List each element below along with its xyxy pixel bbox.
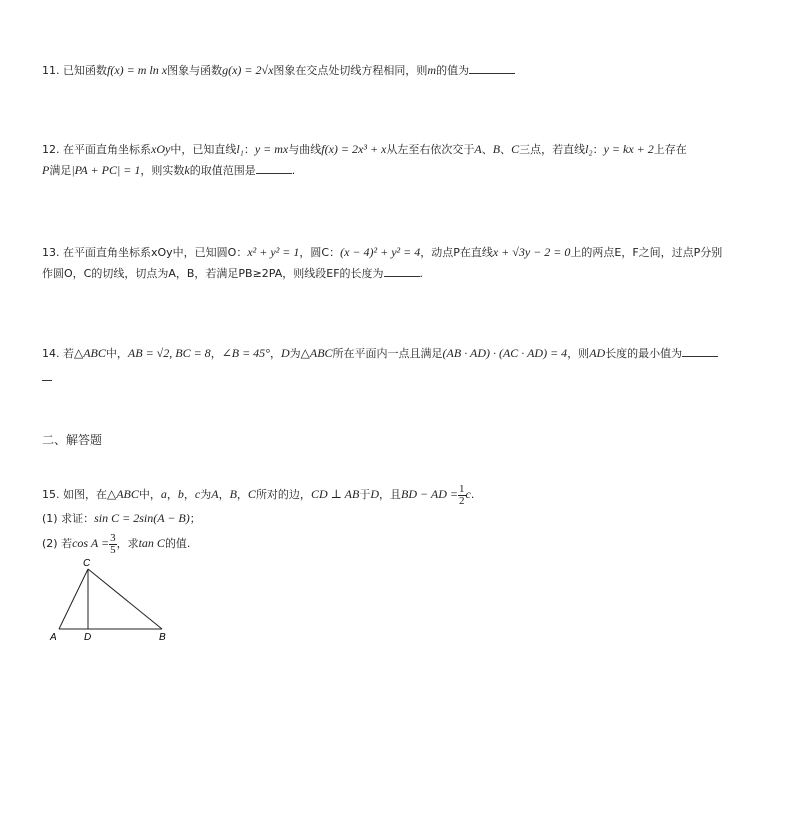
math-expression: f(x) = 2x³ + x bbox=[321, 142, 387, 156]
question-text: 的值为 bbox=[436, 64, 470, 77]
question-number: 12. bbox=[42, 143, 60, 156]
question-text: 在平面直角坐标系xOy中，已知圆O： bbox=[63, 246, 248, 259]
question-text: 的取值范围是 bbox=[189, 164, 256, 177]
question-text: ； bbox=[189, 512, 201, 525]
math-expression: xOy bbox=[151, 142, 171, 156]
answer-blank[interactable] bbox=[384, 266, 420, 277]
question-number: 14. bbox=[42, 347, 60, 360]
part-label: (2) bbox=[42, 537, 58, 550]
question-text: ，动点P在直线 bbox=[420, 246, 493, 259]
answer-blank[interactable] bbox=[256, 163, 292, 174]
question-15-part-2 bbox=[42, 532, 190, 556]
math-expression: x² + y² = 1 bbox=[247, 245, 300, 259]
question-text: 上存在 bbox=[653, 143, 687, 156]
question-text: ，且 bbox=[379, 488, 402, 501]
question-text: ，则 bbox=[567, 347, 590, 360]
fraction bbox=[109, 533, 117, 556]
question-text: 于 bbox=[359, 488, 371, 501]
math-expression: sin C = 2sin(A − B) bbox=[94, 511, 190, 525]
question-text: 所在平面内一点且满足 bbox=[332, 347, 443, 360]
question-text: ，圆C： bbox=[299, 246, 341, 259]
math-expression: l₁ bbox=[236, 142, 244, 156]
math-expression: CD ⊥ AB bbox=[310, 487, 360, 501]
question-text: 图象在交点处切线方程相同，则 bbox=[273, 64, 428, 77]
fraction bbox=[458, 484, 466, 507]
question-13-line-2 bbox=[42, 266, 423, 282]
fraction-numerator: 3 bbox=[110, 531, 116, 544]
fraction-numerator: 1 bbox=[459, 482, 465, 495]
math-expression: c bbox=[194, 487, 201, 501]
label-c: C bbox=[83, 558, 91, 569]
question-text: 所对的边， bbox=[255, 488, 311, 501]
question-14 bbox=[42, 345, 718, 362]
question-text: 从左至右依次交于 bbox=[386, 143, 475, 156]
math-expression: m bbox=[427, 63, 437, 77]
math-expression: BD − AD = bbox=[401, 487, 458, 501]
question-text: . bbox=[470, 488, 475, 501]
question-text: . bbox=[291, 164, 296, 177]
question-text: 作圆O，C的切线，切点为A，B，若满足PB≥2PA，则线段EF的长度为 bbox=[42, 267, 384, 280]
question-11 bbox=[42, 62, 515, 79]
question-text: ， bbox=[210, 347, 222, 360]
question-text: ： bbox=[243, 143, 255, 156]
question-text: . bbox=[419, 267, 424, 280]
question-text: 若 bbox=[63, 347, 74, 360]
question-text: 中， bbox=[105, 347, 128, 360]
question-text: 长度的最小值为 bbox=[605, 347, 683, 360]
math-expression: tan C bbox=[138, 536, 165, 550]
math-expression: k bbox=[184, 163, 190, 177]
math-expression: AB = √2, BC = 8 bbox=[127, 346, 211, 360]
label-a: A bbox=[50, 632, 57, 643]
question-text: 若 bbox=[61, 537, 73, 550]
question-text: ， bbox=[236, 488, 248, 501]
question-12-line-1 bbox=[42, 141, 687, 158]
question-text: 为 bbox=[200, 488, 212, 501]
question-text: 上的两点E，F之间，过点P分别 bbox=[570, 246, 723, 259]
math-expression: x + √3y − 2 = 0 bbox=[492, 245, 571, 259]
side-ac bbox=[59, 569, 88, 629]
math-expression: B bbox=[492, 142, 501, 156]
question-text: 图象与函数 bbox=[167, 64, 223, 77]
math-expression: △ABC bbox=[74, 346, 106, 360]
question-text: 、 bbox=[500, 143, 512, 156]
math-expression: b bbox=[177, 487, 184, 501]
question-15-part-1 bbox=[42, 510, 201, 527]
math-expression: f(x) = m ln x bbox=[107, 63, 168, 77]
math-expression: C bbox=[247, 487, 256, 501]
fraction-denominator: 5 bbox=[110, 543, 116, 556]
question-number: 13. bbox=[42, 246, 60, 259]
label-b: B bbox=[159, 632, 166, 643]
question-12-line-2 bbox=[42, 162, 295, 179]
question-text: 满足 bbox=[49, 164, 72, 177]
answer-blank-continuation[interactable] bbox=[42, 372, 52, 381]
question-text: ，则实数 bbox=[140, 164, 185, 177]
math-expression: △ABC bbox=[107, 487, 139, 501]
question-text: 与曲线 bbox=[288, 143, 322, 156]
math-expression: C bbox=[511, 142, 520, 156]
math-expression: AD bbox=[589, 346, 606, 360]
question-text: ， bbox=[183, 488, 195, 501]
question-number: 15. bbox=[42, 488, 60, 501]
part-label: (1) bbox=[42, 512, 58, 525]
question-text: ： bbox=[592, 143, 604, 156]
triangle-figure bbox=[42, 556, 182, 646]
question-text: ，求 bbox=[116, 537, 139, 550]
question-13-line-1 bbox=[42, 244, 722, 261]
side-cb bbox=[88, 569, 162, 629]
math-expression: (x − 4)² + y² = 4 bbox=[340, 245, 421, 259]
question-text: 中，已知直线 bbox=[170, 143, 237, 156]
math-expression: P bbox=[42, 163, 50, 177]
math-expression: c bbox=[465, 487, 471, 501]
answer-blank[interactable] bbox=[469, 63, 515, 74]
math-expression: A bbox=[211, 487, 219, 501]
math-expression: a bbox=[160, 487, 167, 501]
question-text: 为 bbox=[289, 347, 301, 360]
question-text: 中， bbox=[138, 488, 161, 501]
question-text: 、 bbox=[481, 143, 493, 156]
math-expression: l₂ bbox=[585, 142, 593, 156]
math-expression: △ABC bbox=[300, 346, 333, 360]
question-15 bbox=[42, 483, 474, 507]
answer-blank[interactable] bbox=[682, 346, 718, 357]
question-text: 三点，若直线 bbox=[519, 143, 586, 156]
math-expression: g(x) = 2√x bbox=[222, 63, 274, 77]
question-text: ， bbox=[218, 488, 230, 501]
question-text: 如图，在 bbox=[63, 488, 107, 501]
question-number: 11. bbox=[42, 64, 60, 77]
math-expression: ∠B = 45° bbox=[221, 346, 270, 360]
math-expression: cos A = bbox=[72, 536, 110, 550]
math-expression: y = kx + 2 bbox=[603, 142, 654, 156]
question-text: 的值. bbox=[164, 537, 191, 550]
math-expression: B bbox=[229, 487, 237, 501]
fraction-denominator: 2 bbox=[459, 494, 465, 507]
math-expression: D bbox=[280, 346, 290, 360]
math-expression: (AB · AD) · (AC · AD) = 4 bbox=[442, 346, 568, 360]
question-text: 在平面直角坐标系 bbox=[63, 143, 151, 156]
label-d: D bbox=[84, 632, 92, 643]
question-text: ， bbox=[166, 488, 178, 501]
question-text: 求证： bbox=[61, 512, 95, 525]
math-expression: A bbox=[474, 142, 482, 156]
math-expression: D bbox=[370, 487, 380, 501]
math-expression: y = mx bbox=[254, 142, 289, 156]
math-expression: |PA + PC| = 1 bbox=[71, 163, 141, 177]
question-text: ， bbox=[269, 347, 281, 360]
question-text: 已知函数 bbox=[63, 64, 107, 77]
section-heading: 二、解答题 bbox=[42, 433, 103, 447]
